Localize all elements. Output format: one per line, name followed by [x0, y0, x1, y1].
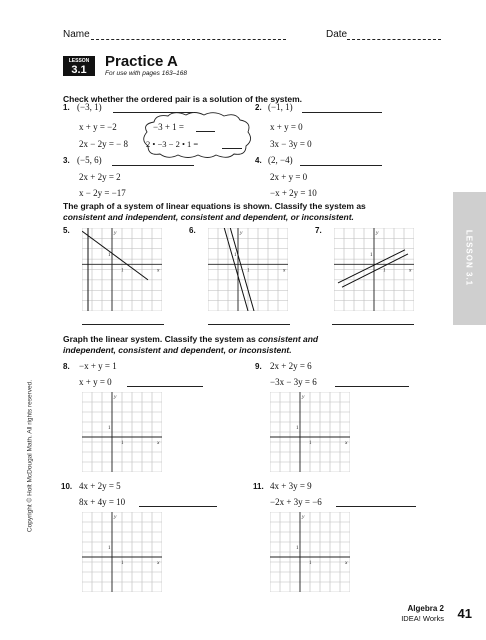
x-tick-label: 1: [121, 441, 124, 446]
answer-blank[interactable]: [300, 165, 382, 166]
equation: 4x + 3y = 9: [270, 481, 312, 491]
x-tick-label: 1: [121, 561, 124, 566]
name-blank[interactable]: [91, 39, 286, 40]
problem-number: 8.: [63, 362, 70, 371]
section3-instruction-options: consistent and: [258, 334, 319, 344]
cloud-blank2[interactable]: [222, 148, 242, 149]
copyright-notice: Copyright © Holt McDougal Math. All rights reserved.: [26, 379, 34, 533]
equation: −x + y = 1: [79, 361, 117, 371]
graph-problem-10[interactable]: [82, 512, 162, 592]
ordered-pair: (−5, 6): [77, 155, 102, 165]
cloud-hint: [142, 112, 254, 158]
x-axis-label: x: [157, 440, 160, 446]
graph-problem-8[interactable]: [82, 392, 162, 472]
y-axis-label: y: [114, 514, 117, 520]
equation: −3x − 3y = 6: [270, 377, 317, 387]
equation: 3x − 3y = 0: [270, 139, 312, 149]
x-axis-label: x: [345, 560, 348, 566]
equation: −x + 2y = 10: [270, 188, 317, 198]
x-axis-label: x: [157, 560, 160, 566]
problem-number: 6.: [189, 226, 196, 235]
problem-number: 9.: [255, 362, 262, 371]
lesson-badge-label: LESSON: [68, 58, 90, 64]
y-tick-label: 1: [108, 546, 111, 551]
answer-blank[interactable]: [139, 506, 217, 507]
equation: 2x + y = 0: [270, 172, 308, 182]
lesson-badge: [63, 56, 95, 76]
graph-problem-11[interactable]: [270, 512, 350, 592]
section2-instruction-options: consistent and independent, consistent and dependent, or inconsistent.: [63, 212, 354, 222]
page-number: 41: [457, 606, 472, 621]
problem-number: 7.: [315, 226, 322, 235]
graph-problem-5: [82, 228, 162, 311]
problem-number: 1.: [63, 103, 70, 112]
problem-number: 11.: [253, 482, 264, 491]
y-tick-label: 1: [234, 252, 237, 258]
y-axis-label: y: [376, 230, 379, 236]
section2-instruction-text: The graph of a system of linear equations is shown. Classify the system as: [63, 201, 366, 211]
page-title: Practice A: [105, 53, 178, 70]
equation: 8x + 4y = 10: [79, 497, 126, 507]
y-tick-label: 1: [108, 426, 111, 431]
problem-number: 10.: [61, 482, 73, 491]
cloud-blank1[interactable]: [196, 131, 215, 132]
y-tick-label: 1: [296, 546, 299, 551]
footer-course: Algebra 2: [407, 604, 444, 613]
equation: x + y = −2: [79, 122, 117, 132]
date-blank[interactable]: [347, 39, 441, 40]
y-axis-label: y: [114, 230, 117, 236]
ordered-pair: (−3, 1): [77, 102, 102, 112]
answer-blank[interactable]: [302, 112, 382, 113]
x-axis-label: x: [157, 267, 160, 274]
x-tick-label: 1: [383, 268, 386, 274]
answer-blank[interactable]: [336, 506, 416, 507]
grid-lines: [82, 512, 162, 592]
equation: x + y = 0: [270, 122, 303, 132]
section3-instruction-text: Graph the linear system. Classify the system as: [63, 334, 256, 344]
y-tick-label: 1: [370, 252, 373, 258]
grid-lines: [270, 392, 350, 472]
y-axis-label: y: [302, 514, 305, 520]
y-axis-label: y: [240, 230, 243, 236]
footer-book: IDEA! Works: [401, 614, 444, 623]
x-tick-label: 1: [309, 441, 312, 446]
x-axis-label: x: [409, 267, 412, 274]
equation: x + y = 0: [79, 377, 112, 387]
x-tick-label: 1: [247, 268, 250, 274]
name-label: Name: [63, 29, 90, 40]
problem-number: 3.: [63, 156, 70, 165]
y-tick-label: 1: [296, 426, 299, 431]
answer-blank[interactable]: [335, 386, 409, 387]
section3-instruction-options-cont: independent, consistent and dependent, or inconsistent.: [63, 345, 292, 355]
graph-problem-7: [334, 228, 414, 311]
equation: 4x + 2y = 5: [79, 481, 121, 491]
equation: x − 2y = −17: [79, 188, 126, 198]
equation: 2x − 2y = − 8: [79, 139, 128, 149]
answer-blank[interactable]: [112, 165, 194, 166]
page-subtitle: For use with pages 163–168: [105, 70, 188, 77]
ordered-pair: (−1, 1): [268, 102, 293, 112]
grid-lines: [270, 512, 350, 592]
x-tick-label: 1: [309, 561, 312, 566]
equation: 2x + 2y = 2: [79, 172, 121, 182]
x-axis-label: x: [345, 440, 348, 446]
section3-instruction: [63, 334, 443, 356]
answer-blank[interactable]: [208, 324, 290, 325]
y-axis-label: y: [114, 394, 117, 400]
lesson-side-tab-label: LESSON 3.1: [464, 229, 474, 287]
x-axis-label: x: [283, 267, 286, 274]
problem-number: 4.: [255, 156, 262, 165]
problem-number: 5.: [63, 226, 70, 235]
answer-blank[interactable]: [127, 386, 203, 387]
cloud-line2: 2 • −3 − 2 • 1 =: [146, 139, 199, 149]
equation: 2x + 2y = 6: [270, 361, 312, 371]
answer-blank[interactable]: [332, 324, 414, 325]
lesson-badge-number: 3.1: [71, 64, 87, 76]
answer-blank[interactable]: [82, 324, 164, 325]
problem-number: 2.: [255, 103, 262, 112]
section1-instruction: Check whether the ordered pair is a solution of the system.: [63, 94, 303, 104]
graph-problem-9[interactable]: [270, 392, 350, 472]
y-axis-label: y: [302, 394, 305, 400]
date-label: Date: [326, 29, 348, 40]
y-tick-label: 1: [108, 252, 111, 258]
x-tick-label: 1: [121, 268, 124, 274]
grid-lines: [82, 392, 162, 472]
cloud-line1: −3 + 1 =: [153, 122, 184, 132]
section2-instruction: [63, 201, 443, 223]
equation: −2x + 3y = −6: [270, 497, 322, 507]
ordered-pair: (2, −4): [268, 155, 293, 165]
graph-problem-6: [208, 228, 288, 311]
